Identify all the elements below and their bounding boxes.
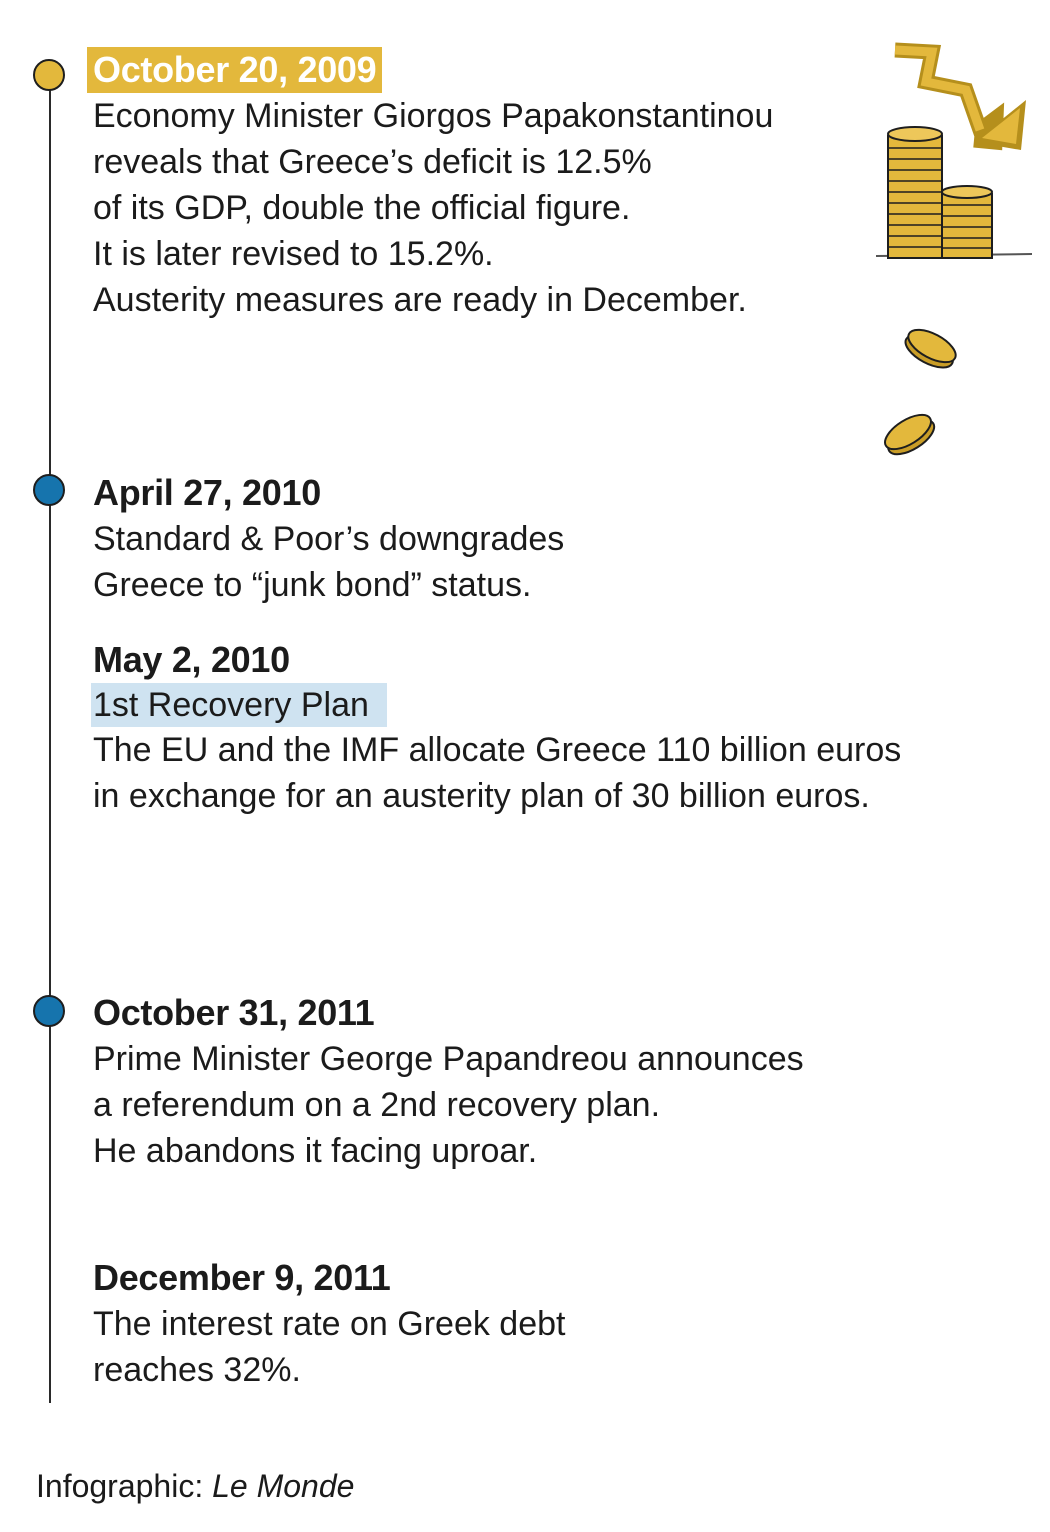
event-text-line: Standard & Poor’s downgrades <box>93 520 565 558</box>
event-oct-2011 <box>93 990 804 1174</box>
timeline-marker-2009 <box>33 59 65 91</box>
event-apr-2010 <box>93 470 564 608</box>
credit-source: Le Monde <box>212 1468 355 1504</box>
event-text-line: The interest rate on Greek debt <box>93 1305 566 1343</box>
timeline-marker-2010 <box>33 474 65 506</box>
event-may-2010 <box>93 637 901 819</box>
event-text-line: of its GDP, double the official figure. <box>93 189 631 227</box>
event-date: May 2, 2010 <box>93 639 290 680</box>
event-date: October 31, 2011 <box>93 992 375 1033</box>
event-text-line: reveals that Greece’s deficit is 12.5% <box>93 143 652 181</box>
event-subtitle: 1st Recovery Plan <box>91 683 387 727</box>
credit-line <box>36 1466 354 1506</box>
event-text-line: Economy Minister Giorgos Papakonstantinou <box>93 97 774 135</box>
event-text-line: It is later revised to 15.2%. <box>93 235 494 273</box>
event-text-line: reaches 32%. <box>93 1351 301 1389</box>
falling-coins-icon <box>870 38 1040 468</box>
event-text-line: Prime Minister George Papandreou announces <box>93 1040 804 1078</box>
event-date: October 20, 2009 <box>87 47 382 93</box>
event-text-line: Austerity measures are ready in December. <box>93 281 747 319</box>
event-text-line: He abandons it facing uproar. <box>93 1132 538 1170</box>
event-text-line: in exchange for an austerity plan of 30 billion euros. <box>93 777 870 815</box>
event-text-line: The EU and the IMF allocate Greece 110 billion euros <box>93 731 902 769</box>
event-text-line: a referendum on a 2nd recovery plan. <box>93 1086 661 1124</box>
timeline-line <box>49 76 51 1403</box>
timeline-marker-2011 <box>33 995 65 1027</box>
event-date: April 27, 2010 <box>93 472 321 513</box>
event-date: December 9, 2011 <box>93 1257 391 1298</box>
event-dec-2011 <box>93 1255 565 1393</box>
event-oct-2009 <box>93 47 773 323</box>
credit-prefix: Infographic: <box>36 1468 204 1504</box>
event-text-line: Greece to “junk bond” status. <box>93 566 532 604</box>
